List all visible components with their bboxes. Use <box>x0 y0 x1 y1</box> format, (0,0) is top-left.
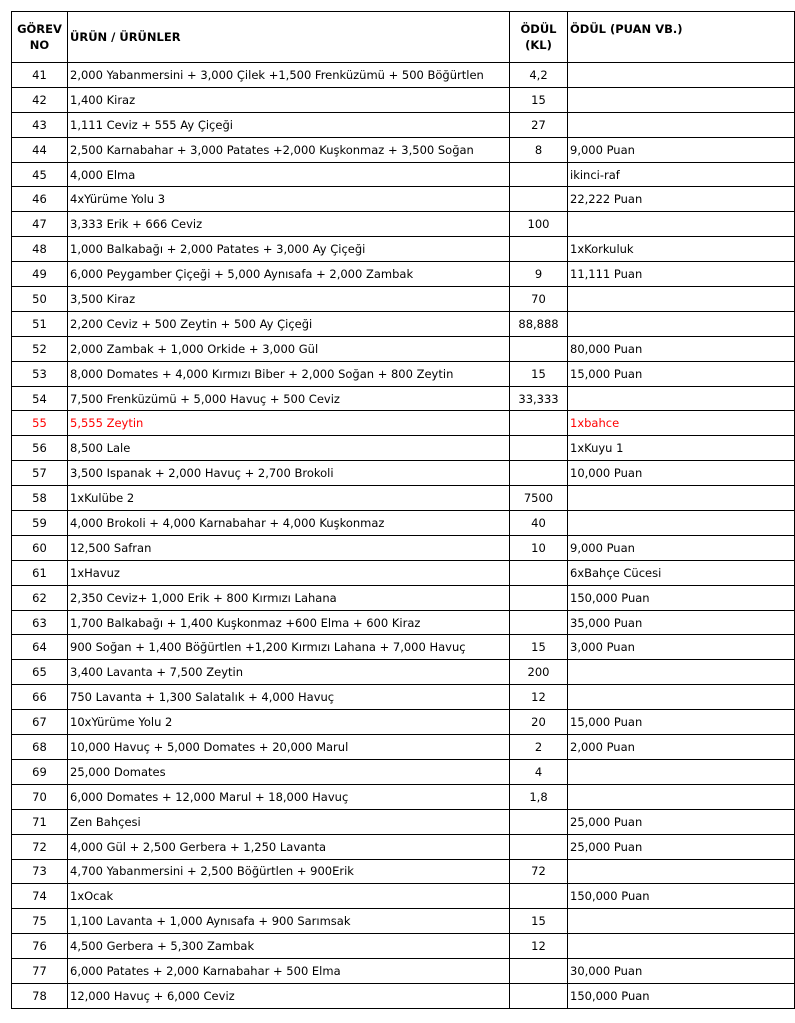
products-cell[interactable]: 12,500 Safran <box>68 535 510 560</box>
products-cell[interactable]: 1,700 Balkabağı + 1,400 Kuşkonmaz +600 Elma + 600 Kiraz <box>68 610 510 635</box>
task-no-cell[interactable]: 53 <box>12 361 68 386</box>
task-no-cell[interactable]: 76 <box>12 934 68 959</box>
products-cell[interactable]: 5,555 Zeytin <box>68 411 510 436</box>
table-row <box>12 63 795 88</box>
header-reward-kl-line1: ÖDÜL <box>520 22 557 36</box>
products-cell[interactable]: 4,000 Elma <box>68 162 510 187</box>
table-row <box>12 685 795 710</box>
products-cell[interactable]: 1,100 Lavanta + 1,000 Aynısafa + 900 Sarımsak <box>68 909 510 934</box>
task-no-cell[interactable]: 60 <box>12 535 68 560</box>
reward-kl-cell[interactable] <box>510 884 568 909</box>
header-reward-kl[interactable] <box>510 12 568 63</box>
reward-kl-cell[interactable]: 88,888 <box>510 311 568 336</box>
products-cell[interactable]: 1,111 Ceviz + 555 Ay Çiçeği <box>68 112 510 137</box>
table-row <box>12 461 795 486</box>
products-cell[interactable]: 3,500 Ispanak + 2,000 Havuç + 2,700 Brokoli <box>68 461 510 486</box>
products-cell[interactable]: 4,500 Gerbera + 5,300 Zambak <box>68 934 510 959</box>
table-row <box>12 759 795 784</box>
products-cell[interactable]: 4xYürüme Yolu 3 <box>68 187 510 212</box>
task-no-cell[interactable]: 78 <box>12 983 68 1008</box>
task-no-cell[interactable]: 49 <box>12 262 68 287</box>
products-cell[interactable]: 10,000 Havuç + 5,000 Domates + 20,000 Marul <box>68 735 510 760</box>
reward-kl-cell[interactable] <box>510 336 568 361</box>
products-cell[interactable]: 12,000 Havuç + 6,000 Ceviz <box>68 983 510 1008</box>
table-row <box>12 112 795 137</box>
reward-kl-cell[interactable]: 4 <box>510 759 568 784</box>
header-reward-kl-line2: (KL) <box>525 38 552 52</box>
header-row <box>12 12 795 63</box>
table-row <box>12 710 795 735</box>
reward-kl-cell[interactable] <box>510 162 568 187</box>
table-row <box>12 287 795 312</box>
products-cell[interactable]: 6,000 Peygamber Çiçeği + 5,000 Aynısafa + 2,000 Zambak <box>68 262 510 287</box>
reward-points-cell[interactable]: 1xKuyu 1 <box>568 436 795 461</box>
task-no-cell[interactable]: 47 <box>12 212 68 237</box>
reward-kl-cell[interactable] <box>510 187 568 212</box>
reward-kl-cell[interactable]: 15 <box>510 361 568 386</box>
task-no-cell[interactable]: 55 <box>12 411 68 436</box>
task-no-cell[interactable]: 74 <box>12 884 68 909</box>
table-row <box>12 336 795 361</box>
products-cell[interactable]: 2,200 Ceviz + 500 Zeytin + 500 Ay Çiçeği <box>68 311 510 336</box>
reward-points-cell[interactable]: 25,000 Puan <box>568 809 795 834</box>
reward-points-cell[interactable]: 22,222 Puan <box>568 187 795 212</box>
task-no-cell[interactable]: 73 <box>12 859 68 884</box>
table-row <box>12 486 795 511</box>
header-task-no[interactable] <box>12 12 68 63</box>
table-row <box>12 212 795 237</box>
table-row <box>12 535 795 560</box>
reward-kl-cell[interactable]: 15 <box>510 635 568 660</box>
products-cell[interactable]: 1xKulübe 2 <box>68 486 510 511</box>
table-row <box>12 784 795 809</box>
products-cell[interactable]: 2,000 Zambak + 1,000 Orkide + 3,000 Gül <box>68 336 510 361</box>
reward-points-cell[interactable]: 150,000 Puan <box>568 884 795 909</box>
task-no-cell[interactable]: 61 <box>12 560 68 585</box>
reward-points-cell[interactable] <box>568 784 795 809</box>
products-cell[interactable]: 750 Lavanta + 1,300 Salatalık + 4,000 Havuç <box>68 685 510 710</box>
reward-points-cell[interactable]: 80,000 Puan <box>568 336 795 361</box>
reward-kl-cell[interactable]: 40 <box>510 511 568 536</box>
table-row <box>12 262 795 287</box>
products-cell[interactable]: 1xOcak <box>68 884 510 909</box>
task-no-cell[interactable]: 64 <box>12 635 68 660</box>
task-no-cell[interactable]: 41 <box>12 63 68 88</box>
products-cell[interactable]: 7,500 Frenküzümü + 5,000 Havuç + 500 Ceviz <box>68 386 510 411</box>
products-cell[interactable]: 1,400 Kiraz <box>68 87 510 112</box>
products-cell[interactable]: Zen Bahçesi <box>68 809 510 834</box>
reward-points-cell[interactable] <box>568 511 795 536</box>
task-no-cell[interactable]: 72 <box>12 834 68 859</box>
reward-points-cell[interactable]: 3,000 Puan <box>568 635 795 660</box>
table-row <box>12 660 795 685</box>
header-task-no-line1: GÖREV <box>17 22 62 36</box>
task-no-cell[interactable]: 57 <box>12 461 68 486</box>
reward-kl-cell[interactable]: 33,333 <box>510 386 568 411</box>
table-row <box>12 311 795 336</box>
table-row <box>12 809 795 834</box>
table-body <box>12 63 795 1009</box>
task-no-cell[interactable]: 54 <box>12 386 68 411</box>
reward-kl-cell[interactable]: 72 <box>510 859 568 884</box>
reward-kl-cell[interactable] <box>510 585 568 610</box>
task-no-cell[interactable]: 62 <box>12 585 68 610</box>
reward-kl-cell[interactable]: 12 <box>510 934 568 959</box>
reward-points-cell[interactable]: 9,000 Puan <box>568 535 795 560</box>
reward-points-cell[interactable]: 150,000 Puan <box>568 983 795 1008</box>
reward-points-cell[interactable]: 2,000 Puan <box>568 735 795 760</box>
reward-points-cell[interactable]: 10,000 Puan <box>568 461 795 486</box>
task-no-cell[interactable]: 77 <box>12 959 68 984</box>
reward-kl-cell[interactable]: 1,8 <box>510 784 568 809</box>
reward-kl-cell[interactable] <box>510 461 568 486</box>
header-reward-points[interactable]: ÖDÜL (PUAN VB.) <box>568 12 795 63</box>
reward-points-cell[interactable] <box>568 311 795 336</box>
products-cell[interactable]: 4,000 Brokoli + 4,000 Karnabahar + 4,000 Kuşkonmaz <box>68 511 510 536</box>
reward-points-cell[interactable] <box>568 859 795 884</box>
reward-points-cell[interactable] <box>568 909 795 934</box>
products-cell[interactable]: 2,500 Karnabahar + 3,000 Patates +2,000 Kuşkonmaz + 3,500 Soğan <box>68 137 510 162</box>
reward-points-cell[interactable]: 11,111 Puan <box>568 262 795 287</box>
task-no-cell[interactable]: 42 <box>12 87 68 112</box>
table-row <box>12 87 795 112</box>
reward-kl-cell[interactable] <box>510 436 568 461</box>
task-no-cell[interactable]: 66 <box>12 685 68 710</box>
reward-kl-cell[interactable] <box>510 959 568 984</box>
reward-kl-cell[interactable] <box>510 834 568 859</box>
table-row <box>12 934 795 959</box>
table-row <box>12 436 795 461</box>
reward-points-cell[interactable]: ikinci-raf <box>568 162 795 187</box>
task-reward-table <box>11 11 795 1009</box>
reward-kl-cell[interactable]: 100 <box>510 212 568 237</box>
reward-kl-cell[interactable]: 4,2 <box>510 63 568 88</box>
task-no-cell[interactable]: 45 <box>12 162 68 187</box>
reward-points-cell[interactable] <box>568 386 795 411</box>
reward-points-cell[interactable]: 1xbahce <box>568 411 795 436</box>
reward-points-cell[interactable] <box>568 660 795 685</box>
reward-points-cell[interactable]: 15,000 Puan <box>568 710 795 735</box>
header-products[interactable]: ÜRÜN / ÜRÜNLER <box>68 12 510 63</box>
table-row <box>12 560 795 585</box>
task-no-cell[interactable]: 67 <box>12 710 68 735</box>
reward-points-cell[interactable]: 35,000 Puan <box>568 610 795 635</box>
reward-points-cell[interactable]: 30,000 Puan <box>568 959 795 984</box>
products-cell[interactable]: 4,000 Gül + 2,500 Gerbera + 1,250 Lavanta <box>68 834 510 859</box>
reward-points-cell[interactable]: 15,000 Puan <box>568 361 795 386</box>
products-cell[interactable]: 6,000 Patates + 2,000 Karnabahar + 500 Elma <box>68 959 510 984</box>
reward-points-cell[interactable]: 150,000 Puan <box>568 585 795 610</box>
reward-kl-cell[interactable]: 27 <box>510 112 568 137</box>
header-task-no-line2: NO <box>29 38 50 52</box>
reward-points-cell[interactable] <box>568 212 795 237</box>
products-cell[interactable]: 2,350 Ceviz+ 1,000 Erik + 800 Kırmızı Lahana <box>68 585 510 610</box>
task-no-cell[interactable]: 56 <box>12 436 68 461</box>
task-no-cell[interactable]: 43 <box>12 112 68 137</box>
table-row <box>12 959 795 984</box>
task-no-cell[interactable]: 51 <box>12 311 68 336</box>
table-row <box>12 859 795 884</box>
reward-kl-cell[interactable] <box>510 610 568 635</box>
table-row <box>12 635 795 660</box>
task-no-cell[interactable]: 63 <box>12 610 68 635</box>
table-row <box>12 585 795 610</box>
reward-kl-cell[interactable]: 2 <box>510 735 568 760</box>
table-row <box>12 834 795 859</box>
reward-points-cell[interactable] <box>568 87 795 112</box>
reward-points-cell[interactable]: 6xBahçe Cücesi <box>568 560 795 585</box>
reward-kl-cell[interactable]: 20 <box>510 710 568 735</box>
task-no-cell[interactable]: 69 <box>12 759 68 784</box>
table-row <box>12 909 795 934</box>
task-no-cell[interactable]: 71 <box>12 809 68 834</box>
table-row <box>12 137 795 162</box>
reward-points-cell[interactable]: 9,000 Puan <box>568 137 795 162</box>
reward-kl-cell[interactable]: 12 <box>510 685 568 710</box>
products-cell[interactable]: 6,000 Domates + 12,000 Marul + 18,000 Havuç <box>68 784 510 809</box>
table-row <box>12 237 795 262</box>
reward-kl-cell[interactable] <box>510 237 568 262</box>
reward-kl-cell[interactable]: 10 <box>510 535 568 560</box>
products-cell[interactable]: 8,000 Domates + 4,000 Kırmızı Biber + 2,000 Soğan + 800 Zeytin <box>68 361 510 386</box>
task-no-cell[interactable]: 68 <box>12 735 68 760</box>
reward-kl-cell[interactable] <box>510 560 568 585</box>
reward-points-cell[interactable] <box>568 685 795 710</box>
table-row <box>12 162 795 187</box>
reward-points-cell[interactable]: 25,000 Puan <box>568 834 795 859</box>
task-no-cell[interactable]: 50 <box>12 287 68 312</box>
products-cell[interactable]: 25,000 Domates <box>68 759 510 784</box>
products-cell[interactable]: 1,000 Balkabağı + 2,000 Patates + 3,000 Ay Çiçeği <box>68 237 510 262</box>
products-cell[interactable]: 4,700 Yabanmersini + 2,500 Böğürtlen + 900Erik <box>68 859 510 884</box>
reward-kl-cell[interactable]: 7500 <box>510 486 568 511</box>
products-cell[interactable]: 3,400 Lavanta + 7,500 Zeytin <box>68 660 510 685</box>
table-row <box>12 735 795 760</box>
reward-kl-cell[interactable]: 8 <box>510 137 568 162</box>
products-cell[interactable]: 3,500 Kiraz <box>68 287 510 312</box>
table-row <box>12 411 795 436</box>
products-cell[interactable]: 3,333 Erik + 666 Ceviz <box>68 212 510 237</box>
reward-kl-cell[interactable]: 15 <box>510 87 568 112</box>
table-row <box>12 187 795 212</box>
table-row <box>12 983 795 1008</box>
reward-points-cell[interactable] <box>568 287 795 312</box>
task-no-cell[interactable]: 59 <box>12 511 68 536</box>
reward-kl-cell[interactable]: 15 <box>510 909 568 934</box>
task-no-cell[interactable]: 65 <box>12 660 68 685</box>
reward-points-cell[interactable] <box>568 486 795 511</box>
reward-kl-cell[interactable]: 70 <box>510 287 568 312</box>
reward-kl-cell[interactable]: 200 <box>510 660 568 685</box>
table-row <box>12 361 795 386</box>
task-no-cell[interactable]: 46 <box>12 187 68 212</box>
reward-points-cell[interactable] <box>568 759 795 784</box>
task-no-cell[interactable]: 75 <box>12 909 68 934</box>
reward-points-cell[interactable] <box>568 63 795 88</box>
table-row <box>12 610 795 635</box>
task-no-cell[interactable]: 52 <box>12 336 68 361</box>
task-no-cell[interactable]: 44 <box>12 137 68 162</box>
reward-kl-cell[interactable] <box>510 809 568 834</box>
table-row <box>12 386 795 411</box>
products-cell[interactable]: 900 Soğan + 1,400 Böğürtlen +1,200 Kırmızı Lahana + 7,000 Havuç <box>68 635 510 660</box>
reward-points-cell[interactable] <box>568 112 795 137</box>
products-cell[interactable]: 10xYürüme Yolu 2 <box>68 710 510 735</box>
reward-points-cell[interactable] <box>568 934 795 959</box>
task-no-cell[interactable]: 48 <box>12 237 68 262</box>
products-cell[interactable]: 1xHavuz <box>68 560 510 585</box>
reward-kl-cell[interactable] <box>510 411 568 436</box>
reward-points-cell[interactable]: 1xKorkuluk <box>568 237 795 262</box>
products-cell[interactable]: 8,500 Lale <box>68 436 510 461</box>
products-cell[interactable]: 2,000 Yabanmersini + 3,000 Çilek +1,500 Frenküzümü + 500 Böğürtlen <box>68 63 510 88</box>
table-row <box>12 511 795 536</box>
task-no-cell[interactable]: 58 <box>12 486 68 511</box>
reward-kl-cell[interactable]: 9 <box>510 262 568 287</box>
reward-kl-cell[interactable] <box>510 983 568 1008</box>
task-no-cell[interactable]: 70 <box>12 784 68 809</box>
table-row <box>12 884 795 909</box>
